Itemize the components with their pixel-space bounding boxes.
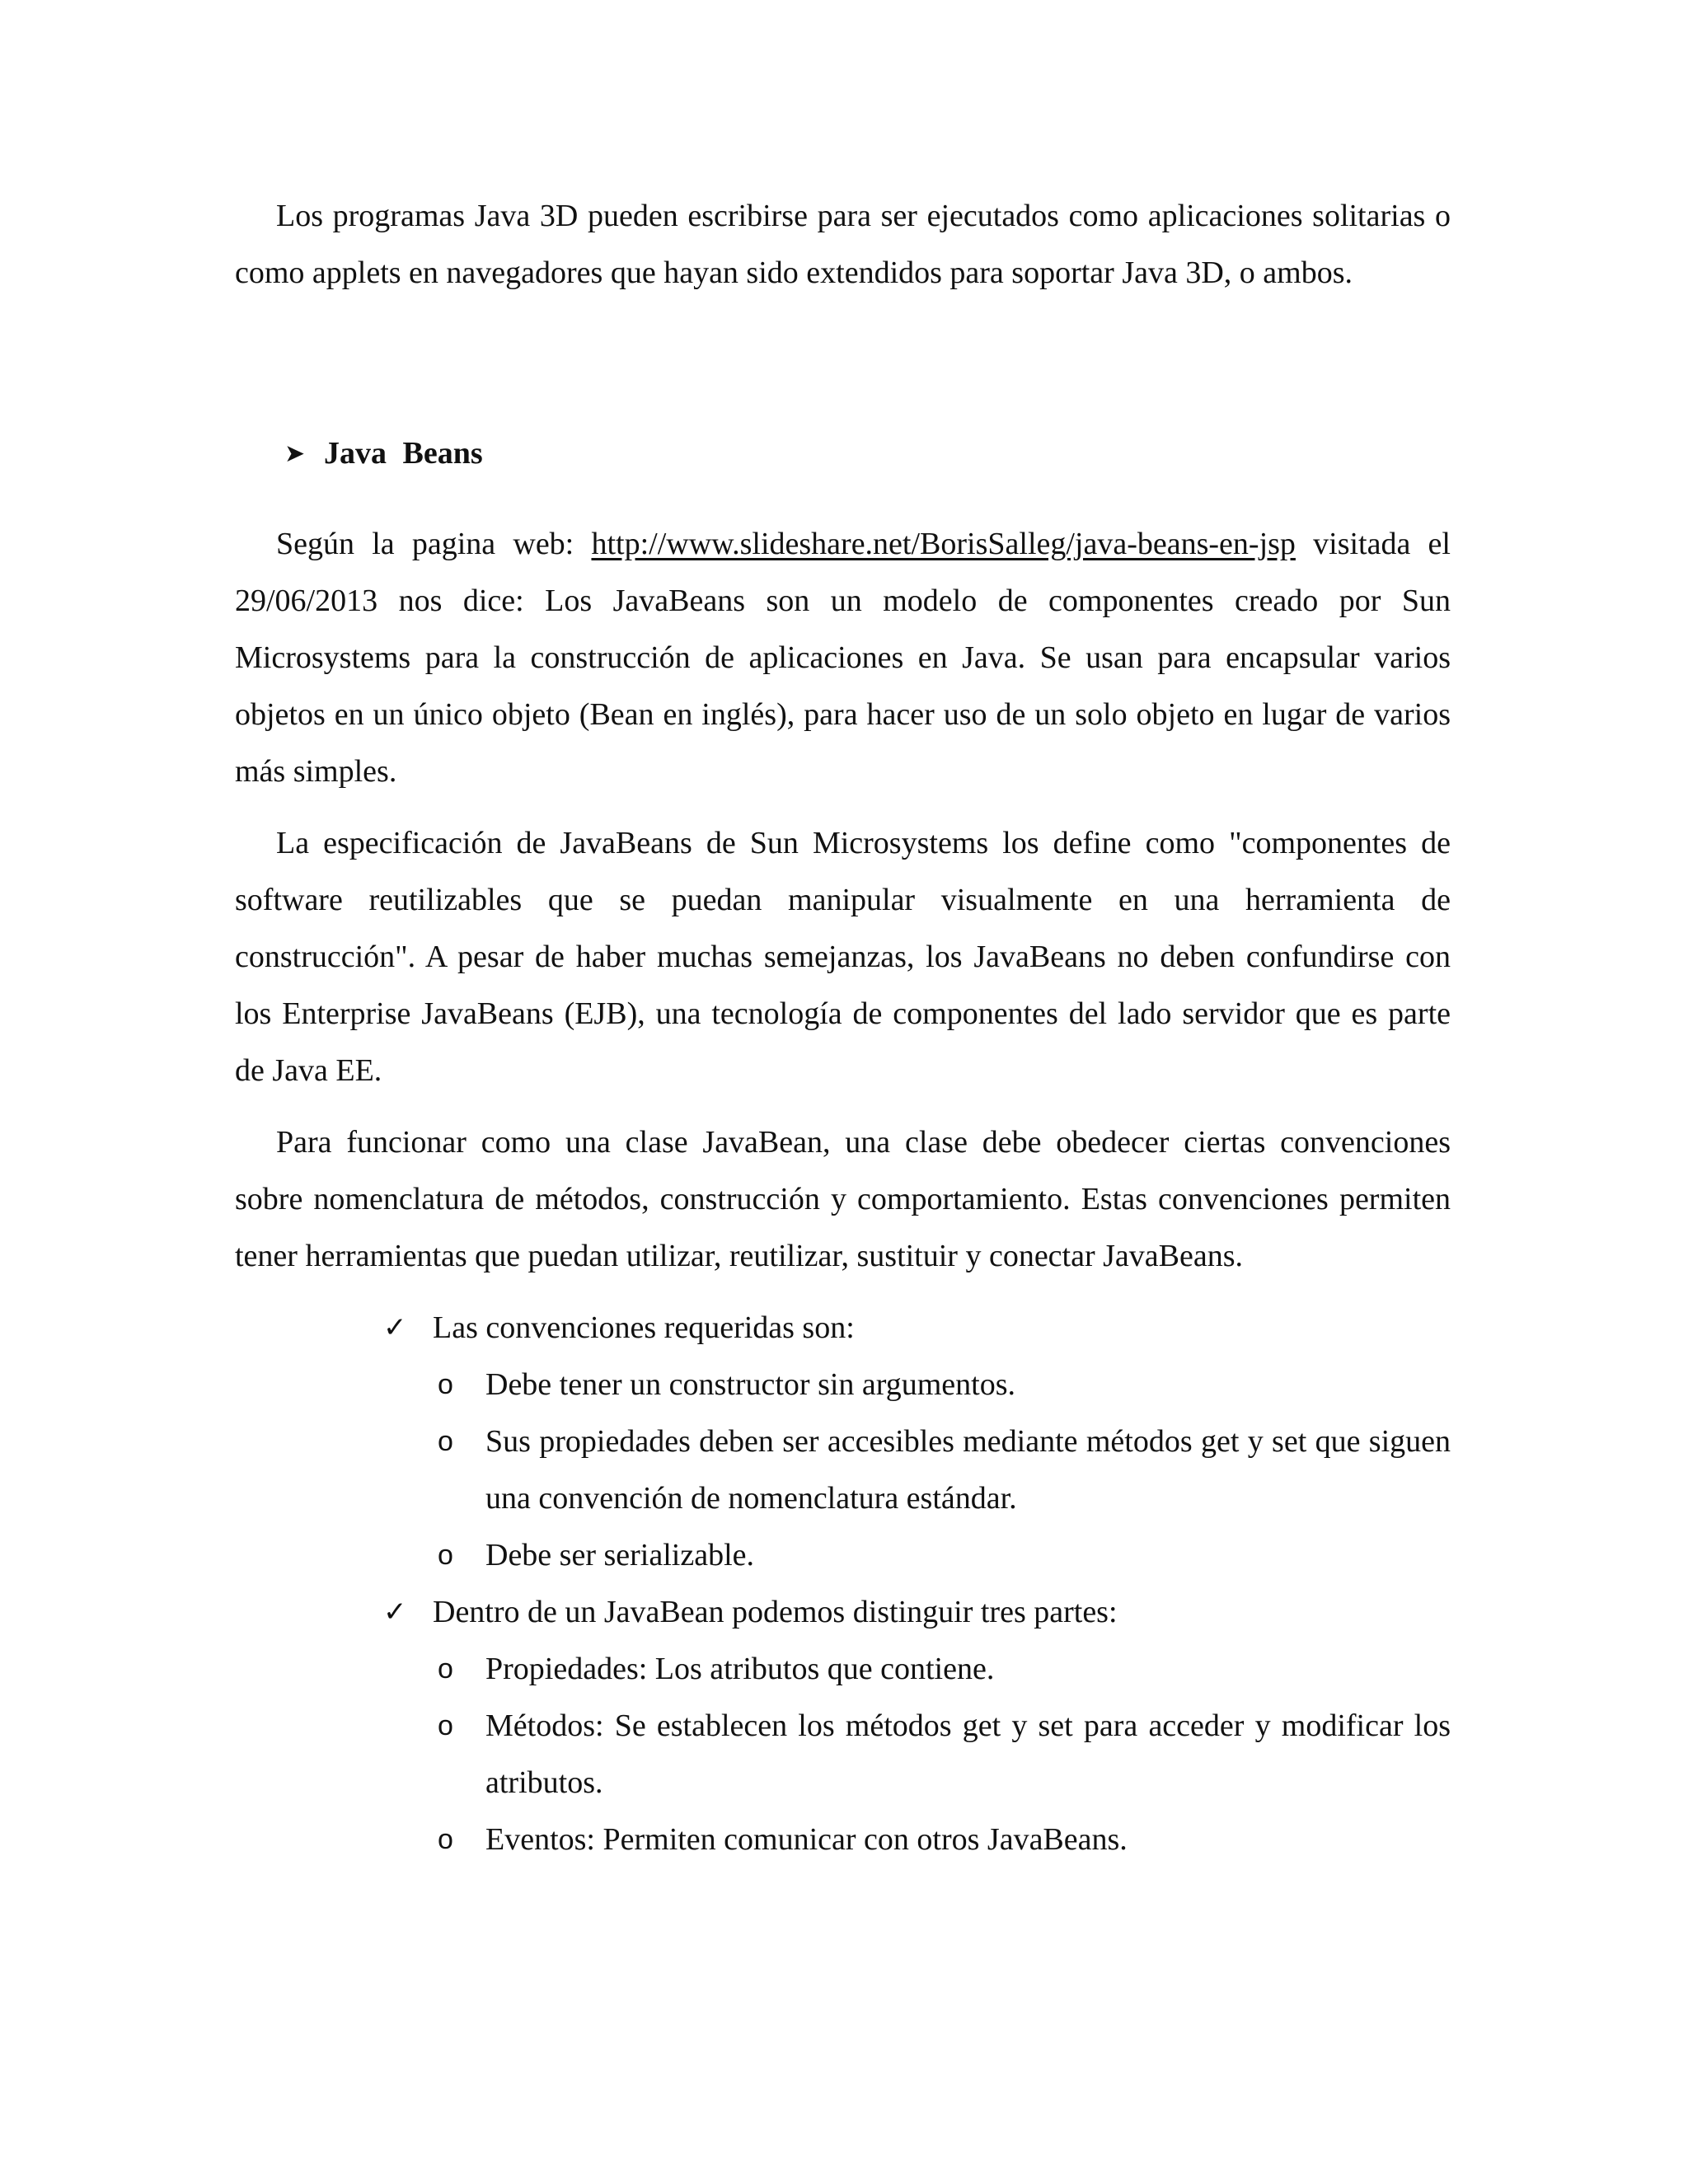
sub-list-item <box>383 1527 1451 1584</box>
sub-list-item <box>383 1811 1451 1868</box>
circle-bullet-icon: o <box>438 1540 453 1571</box>
sub-list-item <box>383 1357 1451 1413</box>
sub-list-text: Debe tener un constructor sin argumentos. <box>485 1367 1016 1402</box>
list-label: Dentro de un JavaBean podemos distinguir tres partes: <box>433 1595 1118 1629</box>
paragraph-specification: La especificación de JavaBeans de Sun Microsystems los define como "componentes de software reutilizables que se puedan manipular visualmente en una herramienta de construcción". A pesar de haber muchas semejanzas, los JavaBeans no deben confundirse con los Enterprise JavaBeans (EJB), una tecnología de componentes del lado servidor que es parte de Java EE. <box>235 826 1451 1088</box>
sub-list-item <box>383 1413 1451 1527</box>
source-link[interactable]: http://www.slideshare.net/BorisSalleg/java-beans-en-jsp <box>591 527 1296 561</box>
list-item <box>383 1584 1451 1868</box>
section-title: Java Beans <box>324 436 483 471</box>
list-item <box>383 1300 1451 1584</box>
circle-bullet-icon: o <box>438 1710 453 1741</box>
paragraph-conventions: Para funcionar como una clase JavaBean, una clase debe obedecer ciertas convenciones sobre nomenclatura de métodos, construcción y comportamiento. Estas convenciones permiten tener herramientas que puedan utilizar, reutilizar, sustituir y conectar JavaBeans. <box>235 1125 1451 1273</box>
circle-bullet-icon: o <box>438 1653 453 1685</box>
sub-list <box>433 1641 1451 1868</box>
circle-bullet-icon: o <box>438 1426 453 1457</box>
check-icon: ✓ <box>383 1596 407 1629</box>
sub-list-text: Debe ser serializable. <box>485 1538 754 1572</box>
intro-paragraph: Los programas Java 3D pueden escribirse para ser ejecutados como aplicaciones solitarias o como applets en navegadores que hayan sido extendidos para soportar Java 3D, o ambos. <box>235 199 1451 290</box>
sub-list-item <box>383 1698 1451 1811</box>
sub-list-text: Sus propiedades deben ser accesibles mediante métodos get y set que siguen una convención de nomenclatura estándar. <box>485 1424 1451 1516</box>
sub-list-text: Métodos: Se establecen los métodos get y set para acceder y modificar los atributos. <box>485 1708 1451 1800</box>
sub-list-text: Propiedades: Los atributos que contiene. <box>485 1652 995 1686</box>
paragraph-source-intro: Según la pagina web: <box>276 527 592 561</box>
sub-list <box>433 1357 1451 1584</box>
sub-list-item <box>383 1641 1451 1698</box>
section-heading <box>235 425 1451 482</box>
checklist <box>235 1300 1451 1868</box>
check-icon: ✓ <box>383 1311 407 1344</box>
circle-bullet-icon: o <box>438 1824 453 1855</box>
page-content <box>235 188 1451 1868</box>
circle-bullet-icon: o <box>438 1369 453 1400</box>
paragraph-source <box>235 516 1451 800</box>
arrow-bullet-icon: ➤ <box>284 440 306 467</box>
paragraph-source-text: visitada el 29/06/2013 nos dice: Los JavaBeans son un modelo de componentes creado por Sun Microsystems para la construcción de aplicaciones en Java. Se usan para encapsular varios objetos en un único objeto (Bean en inglés), para hacer uso de un solo objeto en lugar de varios más simples. <box>235 527 1451 789</box>
sub-list-text: Eventos: Permiten comunicar con otros JavaBeans. <box>485 1822 1128 1857</box>
list-label: Las convenciones requeridas son: <box>433 1310 855 1345</box>
